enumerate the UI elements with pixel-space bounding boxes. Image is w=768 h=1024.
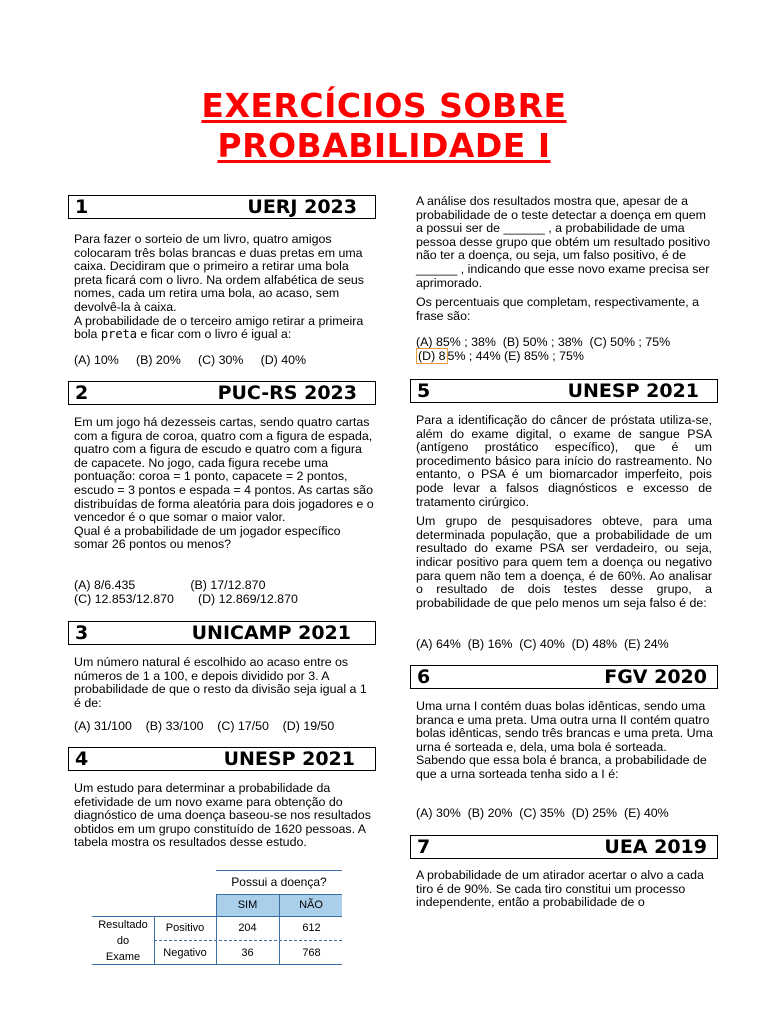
question-2-prompt: Qual é a probabilidade de um jogador específico somar 26 pontos ou menos? — [74, 523, 341, 552]
question-2-paragraph: Em um jogo há dezesseis cartas, sendo quatro cartas com a figura de coroa, quatro com a figura de espada, quatro com a figura de escudo e quatro com a figura de capacete. No jogo, cada figura recebe uma pontuação: coroa = 1 ponto, capacete = 2 pontos, escudo = 3 pontos e espada = 4 pontos. As cartas são distribuídas de forma aleatória para dois jogadores e o vencedor é o que somar o maior valor. — [74, 415, 374, 525]
question-1-paragraph: Para fazer o sorteio de um livro, quatro amigos colocaram três bolas brancas e duas pretas em uma caixa. Decidiram que o primeiro a retirar uma bola preta ficará com o livro. Na ordem alfabética de seus nomes, cada um retira uma bola, ao acaso, sem devolvê-la à caixa. — [74, 232, 364, 314]
question-number: 1 — [75, 196, 89, 218]
row-group-label — [92, 916, 154, 965]
question-1-text — [74, 233, 374, 342]
table-divider — [279, 894, 280, 965]
cell-neg-nao: 768 — [302, 946, 321, 959]
question-number: 6 — [417, 666, 431, 688]
row-group-label-line: Exame — [105, 950, 141, 963]
table-rule — [92, 964, 342, 965]
question-5-prompt: Um grupo de pesquisadores obteve, para uma determinada população, que a probabilidade de um resultado do exame PSA ser verdadeiro, ou seja, indicar positivo para quem tem a doença ou negativo para quem não tem a doença, é de 60%. Ao analisar o resultado de dois testes desse grupo, a probabilidade de que pelo menos um seja falso é de: — [416, 514, 712, 610]
table-divider — [216, 894, 217, 965]
question-7-paragraph: A probabilidade de um atirador acertar o alvo a cada tiro é de 90%. Se cada tiro constitui um processo independente, então a probabilidade de o — [416, 868, 704, 910]
page-title — [0, 86, 768, 166]
prompt-part: A probabilidade de o terceiro amigo retirar a primeira bola — [74, 313, 364, 342]
question-5-paragraph: Para a identificação do câncer de próstata utiliza-se, além do exame digital, o exame de sangue PSA (antígeno prostático específico), que é um procedimento básico para início do rastreamento. No entanto, o PSA é um biomarcador imperfeito, pois pode levar a falsos diagnósticos e excesso de tratamento cirúrgico. — [416, 413, 712, 509]
question-number: 5 — [417, 380, 431, 402]
options-text: 5% ; 44% (E) 85% ; 75% — [447, 349, 584, 363]
question-3-options: (A) 31/100 (B) 33/100 (C) 17/50 (D) 19/50 — [74, 719, 335, 733]
row-label-negativo: Negativo — [163, 946, 207, 959]
question-5-header — [410, 379, 718, 403]
question-3-header — [68, 621, 376, 645]
column-header-sim: SIM — [216, 894, 279, 916]
prompt-part: e ficar com o livro é igual a: — [137, 327, 292, 342]
title-line-2: PROBABILIDADE I — [217, 126, 551, 165]
question-4-header — [68, 747, 376, 771]
table-header: Possui a doença? — [231, 875, 327, 889]
column-header-nao: NÃO — [280, 894, 342, 916]
row-group-label-line: Resultado do — [98, 918, 148, 947]
row-label-positivo: Positivo — [165, 922, 205, 934]
question-source: UEA 2019 — [604, 836, 707, 858]
question-source: PUC-RS 2023 — [217, 382, 357, 404]
cell-pos-nao: 612 — [302, 922, 321, 934]
results-table — [92, 870, 342, 965]
question-3-paragraph: Um número natural é escolhido ao acaso entre os números de 1 a 100, e depois dividido por 3. A probabilidade de que o resto da divisão seja igual a 1 é de: — [74, 655, 367, 710]
table-rule — [216, 870, 342, 871]
question-4-options-row-2 — [416, 349, 584, 363]
question-number: 2 — [75, 382, 89, 404]
question-number: 3 — [75, 622, 89, 644]
question-1-header — [68, 195, 376, 219]
question-4-options-row-1: (A) 85% ; 38% (B) 50% ; 38% (C) 50% ; 75% — [416, 335, 671, 349]
cell-neg-sim: 36 — [241, 946, 254, 959]
question-2-text — [74, 416, 374, 552]
question-number: 4 — [75, 748, 89, 770]
table-divider — [154, 916, 155, 965]
question-source: FGV 2020 — [604, 666, 707, 688]
question-1-options: (A) 10% (B) 20% (C) 30% (D) 40% — [74, 353, 307, 367]
question-7-text — [416, 869, 714, 910]
cell-pos-sim: 204 — [238, 922, 257, 934]
question-number: 7 — [417, 836, 431, 858]
question-2-options-row-2: (C) 12.853/12.870 (D) 12.869/12.870 — [74, 592, 298, 606]
question-1-prompt — [74, 315, 374, 342]
question-source: UNICAMP 2021 — [191, 622, 351, 644]
question-6-paragraph: Uma urna I contém duas bolas idênticas, sendo uma branca e uma preta. Uma outra urna II contém quatro bolas idênticas, sendo três brancas e uma preta. Uma urna é sorteada e, dela, uma bola é sorteada. Sabendo que essa bola é branca, a probabilidade de que a urna sorteada tenha sido a I é: — [416, 699, 713, 781]
question-2-options-row-1: (A) 8/6.435 (B) 17/12.870 — [74, 578, 266, 592]
question-source: UNESP 2021 — [223, 748, 355, 770]
question-5-text — [416, 414, 712, 610]
question-2-header — [68, 381, 376, 405]
question-6-text — [416, 700, 714, 782]
question-4-paragraph: Um estudo para determinar a probabilidade da efetividade de um novo exame para obtenção do diagnóstico de uma doença baseou-se nos resultados obtidos em um grupo constituído de 1620 pessoas. A tabela mostra os resultados desse estudo. — [74, 781, 371, 850]
question-source: UNESP 2021 — [567, 380, 699, 402]
title-line-1: EXERCÍCIOS SOBRE — [201, 86, 567, 125]
question-3-text — [74, 656, 374, 710]
table-dashed-rule — [154, 940, 342, 941]
question-4-text — [74, 782, 374, 850]
highlight-marker: (D) 8 — [418, 349, 446, 363]
question-4-continuation-paragraph: A análise dos resultados mostra que, apesar de a probabilidade de o teste detectar a doença em quem a possui ser de ______ , a probabilidade de uma pessoa desse grupo que obtém um resultado positivo não ter a doença, ou seja, um falso positivo, é de ______ , indicando que esse novo exame precisa ser aprimorado. — [416, 194, 711, 290]
question-4-continuation — [416, 195, 711, 323]
question-4-prompt: Os percentuais que completam, respectivamente, a frase são: — [416, 295, 700, 323]
question-5-options: (A) 64% (B) 16% (C) 40% (D) 48% (E) 24% — [416, 637, 669, 651]
question-source: UERJ 2023 — [247, 196, 357, 218]
question-6-header — [410, 665, 718, 689]
question-7-header — [410, 835, 718, 859]
prompt-emphasis: preta — [100, 327, 137, 342]
question-6-options: (A) 30% (B) 20% (C) 35% (D) 25% (E) 40% — [416, 806, 669, 820]
table-rule — [92, 916, 342, 917]
